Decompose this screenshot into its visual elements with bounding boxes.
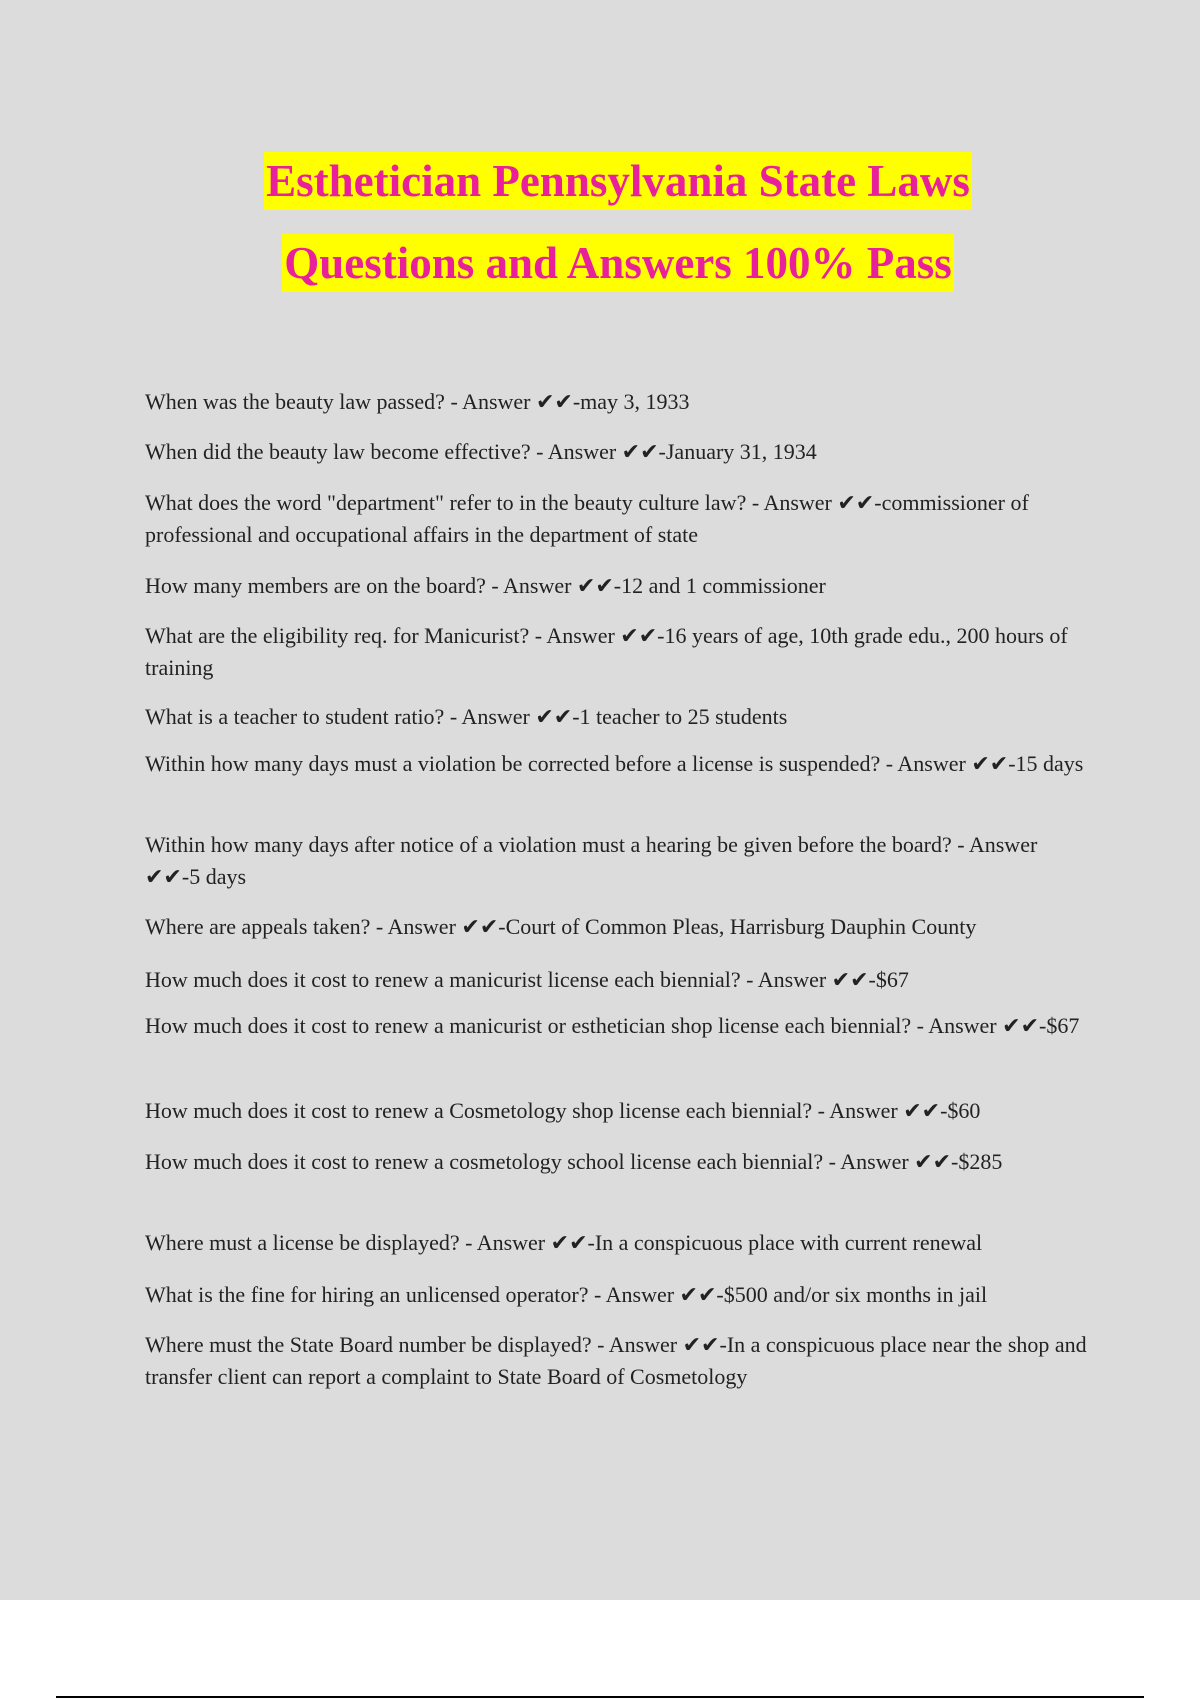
page-footer	[0, 1600, 1200, 1700]
document-title	[0, 140, 1200, 304]
qa-item: How much does it cost to renew a cosmetology school license each biennial? - Answer ✔✔-$285	[145, 1149, 1003, 1174]
qa-item: What are the eligibility req. for Manicurist? - Answer ✔✔-16 years of age, 10th grade edu., 200 hours of training	[145, 623, 1068, 680]
qa-item: Where must the State Board number be displayed? - Answer ✔✔-In a conspicuous place near the shop and transfer client can report a complaint to State Board of Cosmetology	[145, 1332, 1087, 1389]
title-line-2-text: Questions and Answers 100% Pass	[282, 234, 954, 292]
qa-item: What is the fine for hiring an unlicensed operator? - Answer ✔✔-$500 and/or six months in jail	[145, 1282, 988, 1307]
qa-item: When did the beauty law become effective? - Answer ✔✔-January 31, 1934	[145, 439, 817, 464]
qa-item: Where are appeals taken? - Answer ✔✔-Court of Common Pleas, Harrisburg Dauphin County	[145, 914, 977, 939]
qa-item: How much does it cost to renew a manicurist license each biennial? - Answer ✔✔-$67	[145, 967, 909, 992]
qa-item: How much does it cost to renew a Cosmetology shop license each biennial? - Answer ✔✔-$60	[145, 1098, 981, 1123]
title-line-1	[0, 140, 1200, 222]
qa-item: Within how many days must a violation be corrected before a license is suspended? - Answer ✔✔-15 days	[145, 751, 1084, 776]
qa-item: How many members are on the board? - Answer ✔✔-12 and 1 commissioner	[145, 573, 826, 598]
qa-item: Within how many days after notice of a violation must a hearing be given before the board? - Answer ✔✔-5 days	[145, 832, 1038, 889]
qa-item: What does the word "department" refer to in the beauty culture law? - Answer ✔✔-commissioner of professional and occupational affairs in the department of state	[145, 490, 1029, 547]
title-line-1-text: Esthetician Pennsylvania State Laws	[264, 152, 972, 210]
qa-item: Where must a license be displayed? - Answer ✔✔-In a conspicuous place with current renewal	[145, 1230, 983, 1255]
qa-item: How much does it cost to renew a manicurist or esthetician shop license each biennial? - Answer ✔✔-$67	[145, 1013, 1080, 1038]
qa-item: What is a teacher to student ratio? - Answer ✔✔-1 teacher to 25 students	[145, 704, 788, 729]
footer-divider	[56, 1696, 1144, 1698]
title-line-2	[0, 222, 1200, 304]
qa-item: When was the beauty law passed? - Answer ✔✔-may 3, 1933	[145, 389, 690, 414]
